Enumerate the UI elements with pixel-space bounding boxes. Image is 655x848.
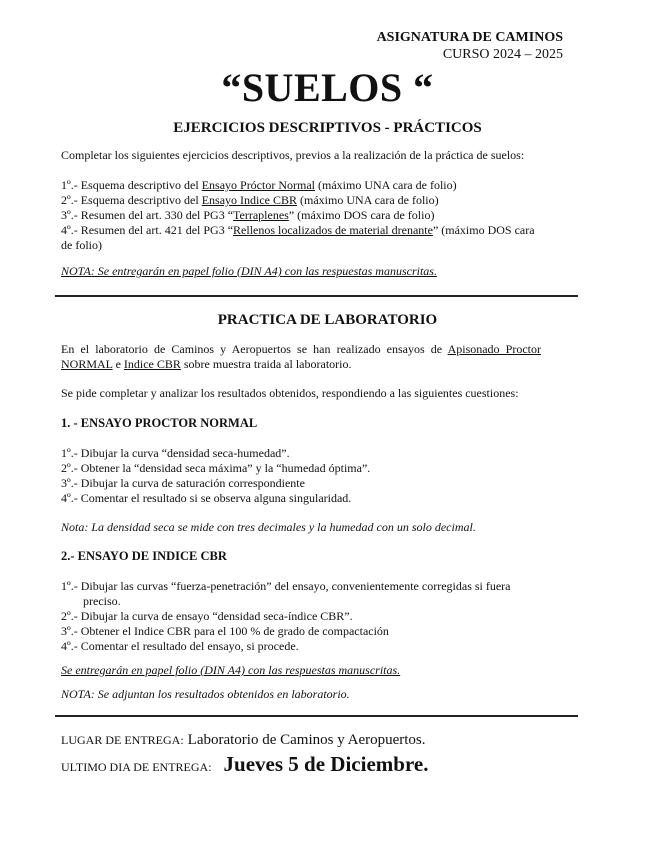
list-item: 1º.- Dibujar la curva “densidad seca-humedad”. [61,446,290,460]
divider [55,715,578,717]
descriptive-intro: Completar los siguientes ejercicios descriptivos, previos a la realización de la práctica de suelos: [61,148,525,162]
page-title: “SUELOS “ [221,65,434,110]
cbr-note-delivery: Se entregarán en papel folio (DIN A4) con las respuestas manuscritas. [61,663,401,677]
divider [55,295,578,297]
list-item: 4º.- Comentar el resultado si se observa alguna singularidad. [61,491,352,505]
descriptive-heading: EJERCICIOS DESCRIPTIVOS - PRÁCTICOS [173,120,482,136]
cbr-list [61,579,541,654]
list-item: 1º.- Esquema descriptivo del Ensayo Próctor Normal (máximo UNA cara de folio) [61,178,457,192]
subject-label: ASIGNATURA DE CAMINOS [376,30,563,45]
list-item: 4º.- Comentar el resultado del ensayo, si procede. [61,639,299,653]
delivery-deadline [61,752,428,777]
delivery-place-label: LUGAR DE ENTREGA: [61,733,184,747]
proctor-note: Nota: La densidad seca se mide con tres decimales y la humedad con un solo decimal. [61,520,476,534]
cbr-note-results: NOTA: Se adjuntan los resultados obtenidos en laboratorio. [61,687,350,701]
cbr-heading: 2.- ENSAYO DE INDICE CBR [61,549,227,563]
proctor-heading: 1. - ENSAYO PROCTOR NORMAL [61,416,258,430]
list-item: 3º.- Obtener el Indice CBR para el 100 % de grado de compactación [61,624,389,638]
list-item: 2º.- Obtener la “densidad seca máxima” y la “humedad óptima”. [61,461,371,475]
descriptive-list [61,178,541,253]
list-item: 3º.- Dibujar la curva de saturación correspondiente [61,476,305,490]
proctor-list [61,446,541,506]
list-item: 1º.- Dibujar las curvas “fuerza-penetración” del ensayo, convenientemente corregidas si fuera preciso. [61,579,511,608]
lab-ask: Se pide completar y analizar los resultados obtenidos, respondiendo a las siguientes cuestiones: [61,386,519,400]
list-item: 2º.- Dibujar la curva de ensayo “densidad seca-índice CBR”. [61,609,353,623]
delivery-place-value: Laboratorio de Caminos y Aeropuertos. [187,732,426,748]
descriptive-note: NOTA: Se entregarán en papel folio (DIN A4) con las respuestas manuscritas. [61,264,437,278]
deadline-label: ULTIMO DIA DE ENTREGA: [61,760,212,774]
lab-heading: PRACTICA DE LABORATORIO [217,312,438,328]
list-item: 2º.- Esquema descriptivo del Ensayo Indice CBR (máximo UNA cara de folio) [61,193,439,207]
list-item: 3º.- Resumen del art. 330 del PG3 “Terraplenes” (máximo DOS cara de folio) [61,208,435,222]
course-label: CURSO 2024 – 2025 [442,47,563,62]
deadline-value: Jueves 5 de Diciembre. [223,752,429,776]
delivery-place [61,731,426,749]
list-item: 4º.- Resumen del art. 421 del PG3 “Rellenos localizados de material drenante” (máximo DOS cara de folio) [61,223,535,252]
lab-intro: En el laboratorio de Caminos y Aeropuertos se han realizado ensayos de Apisonado Proctor NORMAL e Indice CBR sobre muestra traida al laboratorio. [61,342,541,371]
